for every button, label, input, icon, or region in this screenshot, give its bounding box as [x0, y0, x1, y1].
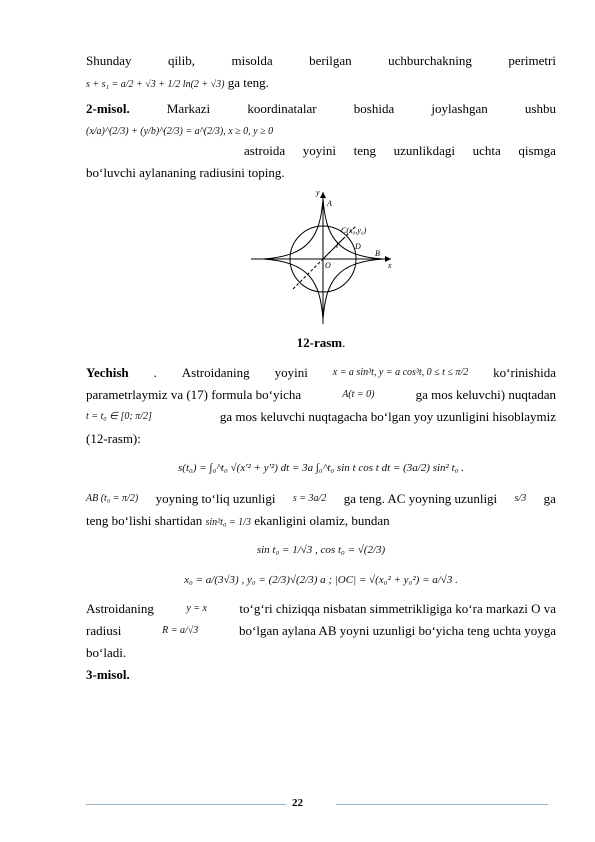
sol-line7-a: Astroidaning — [86, 601, 154, 616]
label-l: l — [336, 241, 339, 250]
word: uchburchakning — [388, 53, 472, 68]
word: teng — [353, 143, 376, 158]
word: qismga — [518, 143, 556, 158]
sol-line8-a: radiusi — [86, 623, 122, 638]
sol-line3-text: ga mos keluvchi nuqtagacha bo‘lgan yoy uzunligini hisoblaymiz — [219, 409, 556, 424]
sol-line2-b: ga mos keluvchi) nuqtadan — [415, 387, 556, 402]
point-A-formula: A(t = 0) — [342, 389, 375, 400]
page-content — [86, 50, 556, 686]
word: astroida — [244, 143, 286, 158]
sin2-formula: sin²t₀ = 1/3 — [205, 517, 251, 528]
caption-text: 12-rasm — [296, 335, 343, 350]
word: uchta — [472, 143, 501, 158]
label-A: A — [327, 199, 332, 208]
yx-formula: y = x — [186, 603, 207, 614]
word: yoyini — [302, 143, 336, 158]
word: boshida — [353, 101, 395, 116]
word: misolda — [231, 53, 273, 68]
AB-formula: AB (t₀ = π/2) — [86, 493, 139, 504]
sol-line5 — [86, 488, 556, 510]
radius-formula: R = a/√3 — [162, 625, 199, 636]
sol-line8 — [86, 620, 556, 642]
caption — [86, 332, 556, 354]
example-3-label: 3-misol. — [86, 667, 130, 682]
oc-formula: x₀ = a/(3√3) , y₀ = (2/3)√(2/3) a ; |OC| = √(x₀² + y₀²) = a/√3 . — [184, 574, 458, 586]
sol-line6 — [86, 510, 556, 534]
sol-line7 — [86, 598, 556, 620]
word: qilib, — [167, 53, 196, 68]
label-D: D — [355, 242, 361, 251]
sin-cos-formula: sin t₀ = 1/√3 , cos t₀ = √(2/3) — [256, 544, 386, 556]
sol-line8-b: bo‘lgan aylana AB yoyni uzunligi bo‘yicha teng uchta yoyga — [239, 623, 556, 638]
caption-suffix: . — [342, 335, 346, 350]
word: joylashgan — [431, 101, 488, 116]
label-y: y — [316, 188, 320, 197]
astroid-formula: (x/a)^(2/3) + (y/b)^(2/3) = a^(2/3), x ≥ 0, y ≥ 0 — [86, 126, 274, 137]
word: ushbu — [524, 101, 556, 116]
word: yoyini — [274, 365, 308, 380]
p1-line1 — [86, 50, 556, 72]
label-C: C(x₀,y₀) — [341, 226, 367, 235]
arc-length-formula-row — [86, 450, 556, 484]
sol-line2-a: parametrlaymiz va (17) formula bo‘yicha — [86, 387, 302, 402]
word: Markazi — [166, 101, 211, 116]
word: Astroidaning — [181, 365, 250, 380]
sol-line1: Yechish . Astroidaning yoyini x = a sin³t, y = a cos³t, 0 ≤ t ≤ π/2 ko‘rinishida — [86, 362, 556, 384]
oc-formula-row — [86, 564, 556, 594]
sol-line6-b: ekanligini olamiz, bundan — [254, 513, 390, 528]
label-O: O — [325, 261, 331, 270]
word: perimetri — [508, 53, 556, 68]
page-number: 22 — [292, 797, 303, 809]
ex2-line2 — [86, 140, 556, 162]
sol-line6-a: teng bo‘lishi shartidan — [86, 513, 203, 528]
word: Shunday — [86, 53, 132, 68]
p1-tail: ga teng. — [227, 75, 269, 90]
arc-length-formula: s(t₀) = ∫₀^t₀ √(x'² + y'²) dt = 3a ∫₀^t₀ sin t cos t dt = (3a/2) sin² t₀ . — [178, 462, 464, 474]
solution-label: Yechish — [86, 365, 129, 380]
sin-cos-formula-row — [86, 534, 556, 564]
sol-line3 — [86, 406, 556, 428]
t0-interval-formula: t = t₀ ∈ [0; π/2] — [86, 411, 152, 422]
sol-line4: (12-rasm): — [86, 431, 141, 446]
p1-line2 — [86, 72, 556, 96]
perimeter-formula: s + s₁ = a/2 + √3 + 1/2 ln(2 + √3) — [86, 79, 225, 90]
s-total-formula: s = 3a/2 — [292, 493, 327, 504]
sol-line7-b: to‘g‘ri chiziqqa nisbatan simmetrikligiga ko‘ra markazi O va — [239, 601, 556, 616]
sol-line1-tail: ko‘rinishida — [493, 365, 556, 380]
sol-line5-b: ga teng. AC yoyning uzunligi — [343, 491, 498, 506]
label-x: x — [388, 261, 392, 270]
sol-line2 — [86, 384, 556, 406]
param-formula: x = a sin³t, y = a cos³t, 0 ≤ t ≤ π/2 — [332, 367, 469, 378]
sol-line9: bo‘ladi. — [86, 645, 127, 660]
ex2-line1 — [86, 98, 556, 120]
ex2-formula-line — [86, 120, 556, 140]
word: berilgan — [309, 53, 352, 68]
sol-line5-c: ga — [543, 491, 556, 506]
word: uzunlikdagi — [393, 143, 455, 158]
example-2-label: 2-misol. — [86, 101, 130, 116]
sol-line5-a: yoyning to‘liq uzunligi — [155, 491, 276, 506]
word: koordinatalar — [247, 101, 317, 116]
s-third-formula: s/3 — [514, 493, 527, 504]
label-B: B — [375, 249, 380, 258]
ex2-line3: bo‘luvchi aylananing radiusini toping. — [86, 165, 285, 180]
astroid-figure — [241, 186, 401, 326]
